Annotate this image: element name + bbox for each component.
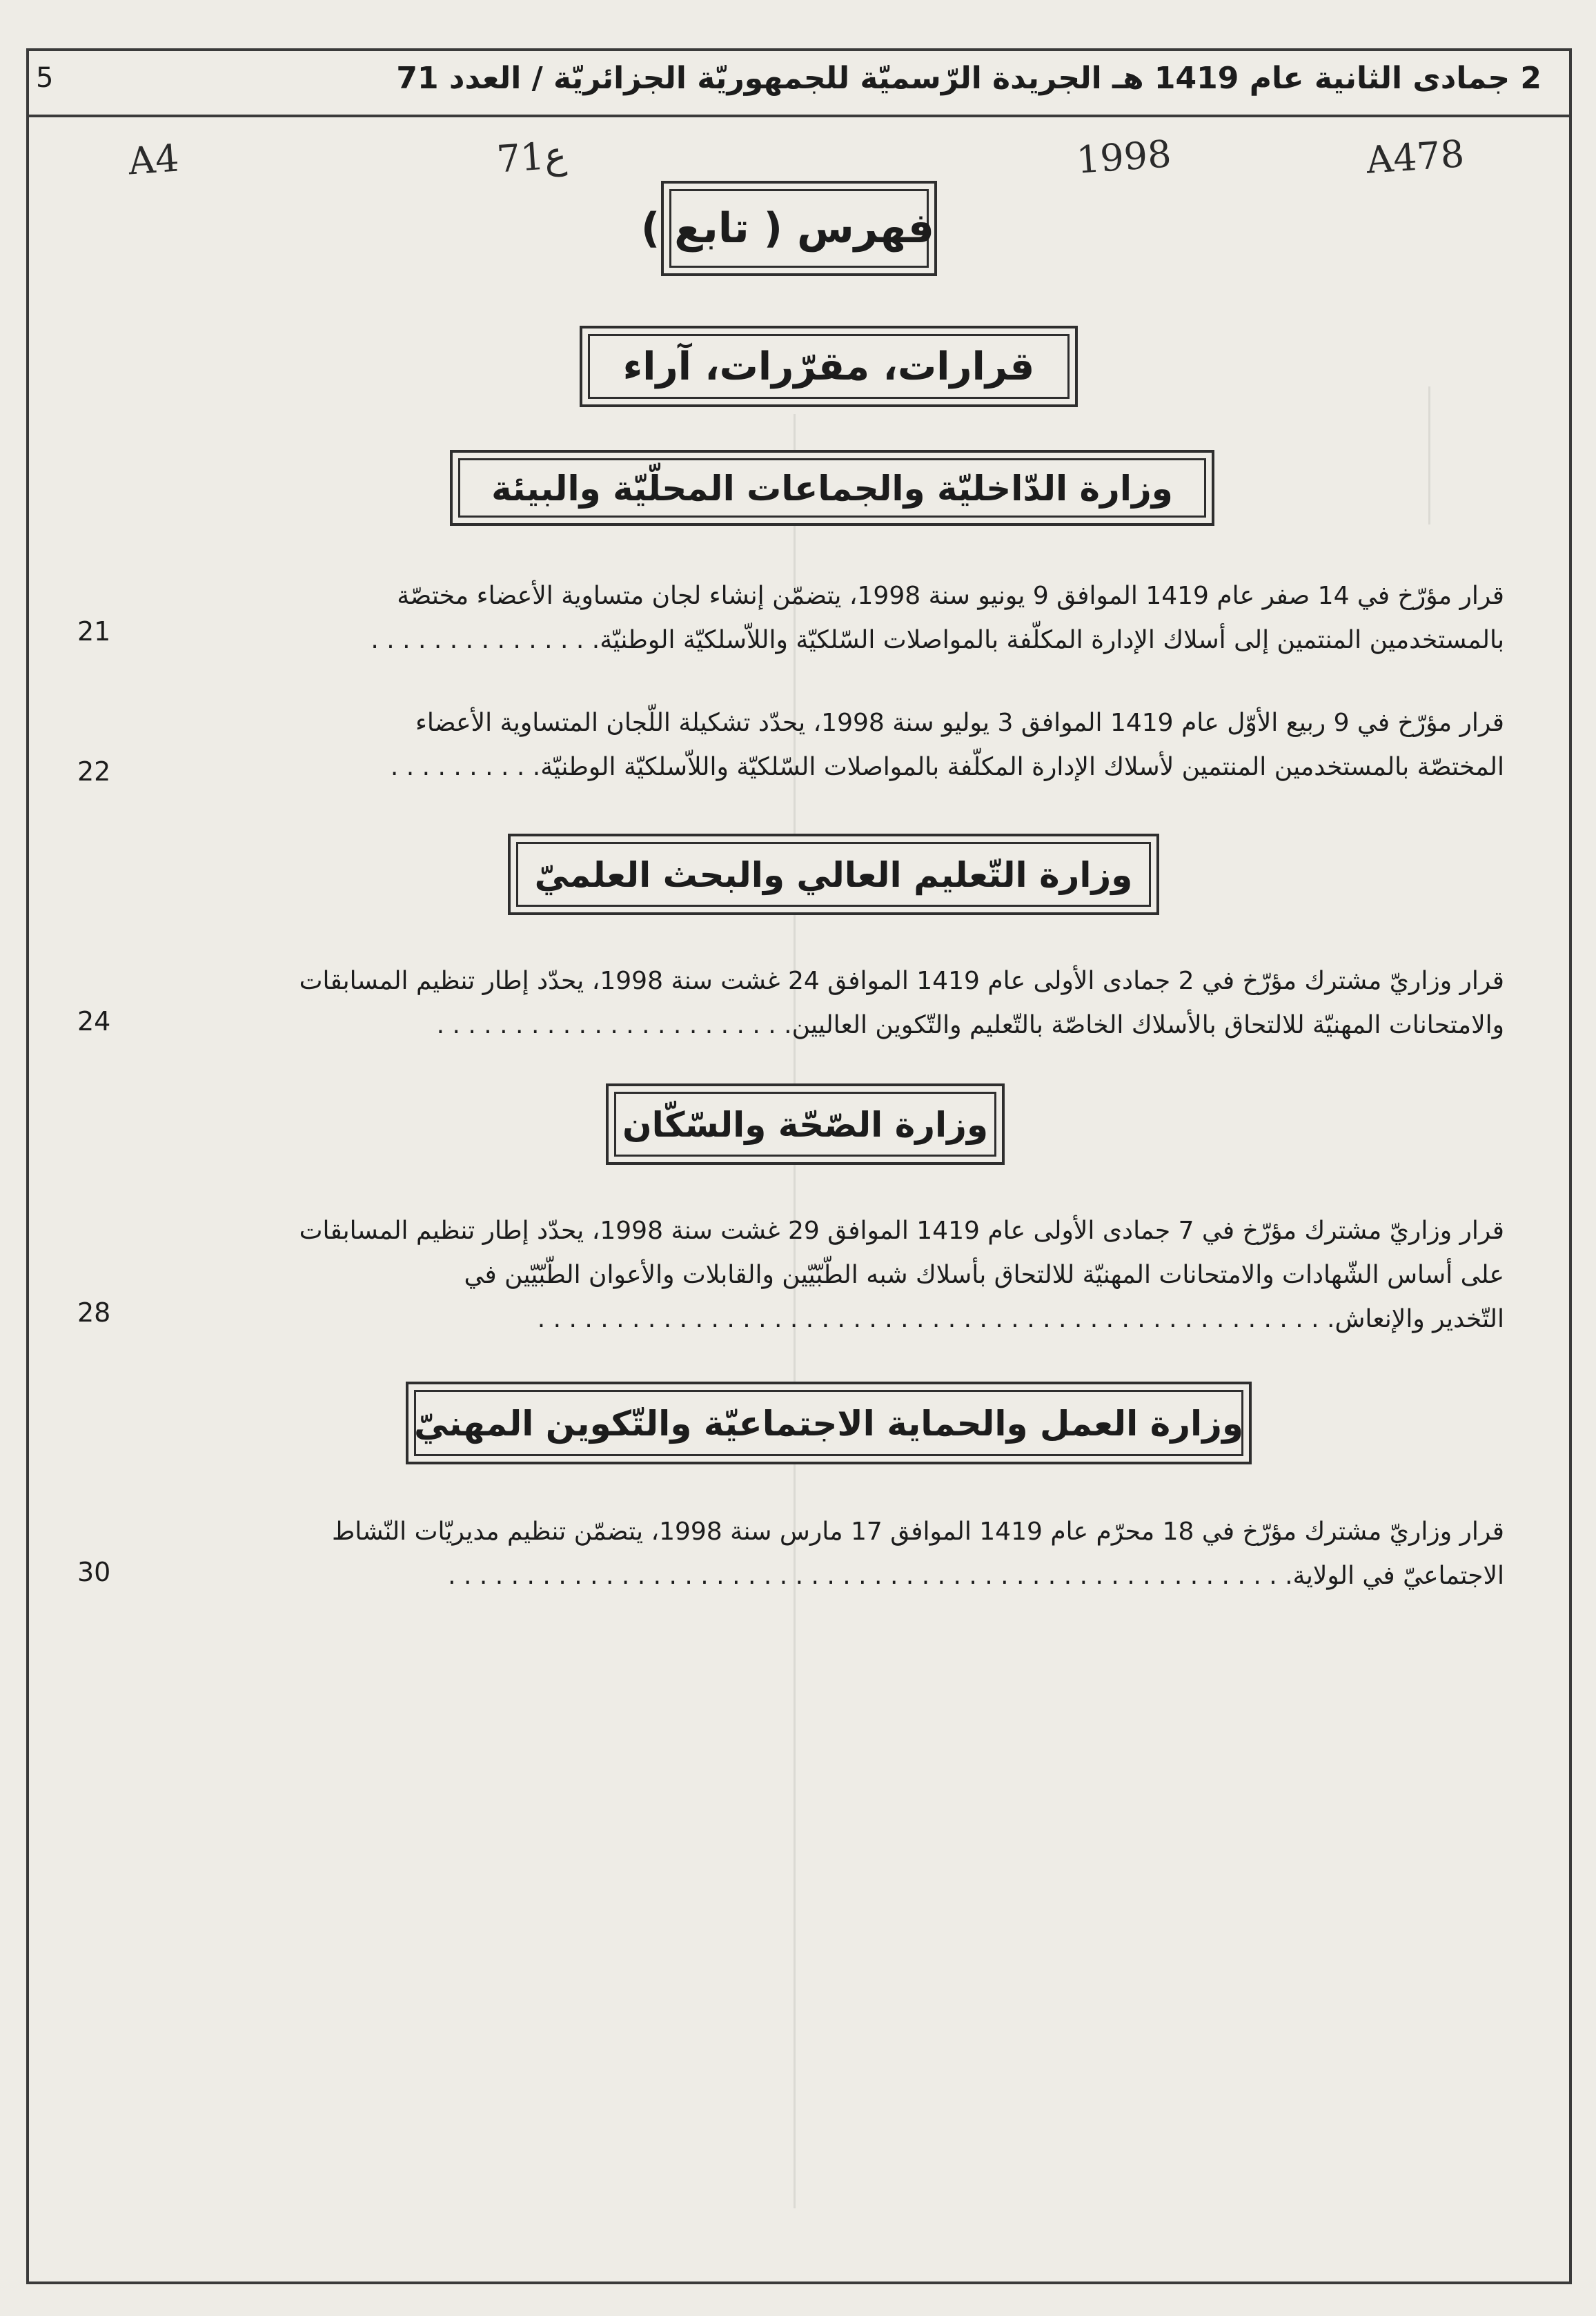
entry-page-number: 28 bbox=[77, 1297, 111, 1328]
entry-text: والامتحانات المهنيّة للالتحاق بالأسلاك الخاصّة بالتّعليم والتّكوين العاليين. . . . . . . . . . . . . . . . . . . . . . . bbox=[436, 1011, 1504, 1039]
index-entry bbox=[145, 701, 1504, 789]
entry-text: قرار مؤرّخ في 14 صفر عام 1419 الموافق 9 يونيو سنة 1998، يتضمّن إنشاء لجان متساوية الأعضاء مختصّة bbox=[397, 582, 1504, 610]
entry-text: بالمستخدمين المنتمين إلى أسلاك الإدارة المكلّفة بالمواصلات السّلكيّة واللاّسلكيّة الوطنيّة. . . . . . . . . . . . . . . bbox=[371, 626, 1504, 654]
entry-page-number: 21 bbox=[77, 616, 111, 647]
entry-text: قرار وزاريّ مشترك مؤرّخ في 18 محرّم عام 1419 الموافق 17 مارس سنة 1998، يتضمّن تنظيم مديريّات النّشاط bbox=[331, 1518, 1504, 1546]
entry-text: قرار وزاريّ مشترك مؤرّخ في 7 جمادى الأولى عام 1419 الموافق 29 غشت سنة 1998، يحدّد إطار تنظيم المسابقات bbox=[299, 1217, 1504, 1245]
page-number: 5 bbox=[36, 62, 54, 94]
ministry-heading: وزارة الدّاخليّة والجماعات المحلّيّة والبيئة bbox=[450, 450, 1214, 526]
ministry-heading: وزارة التّعليم العالي والبحث العلميّ bbox=[508, 834, 1159, 915]
handwritten-annotation: A478 bbox=[1364, 132, 1466, 182]
entry-text: على أساس الشّهادات والامتحانات المهنيّة للالتحاق بأسلاك شبه الطّبّيّين والقابلات والأعوان الطّبّيّين في bbox=[464, 1261, 1504, 1289]
entry-text: قرار وزاريّ مشترك مؤرّخ في 2 جمادى الأولى عام 1419 الموافق 24 غشت سنة 1998، يحدّد إطار تنظيم المسابقات bbox=[299, 967, 1504, 995]
header-title: 2 جمادى الثانية عام 1419 هـ الجريدة الرّسميّة للجمهوريّة الجزائريّة / العدد 71 bbox=[396, 61, 1541, 96]
handwritten-annotation: A4 bbox=[126, 136, 181, 184]
handwritten-year: 1998 bbox=[1074, 132, 1173, 182]
ministry-heading: وزارة الصّحّة والسّكّان bbox=[606, 1083, 1005, 1165]
index-title: فهرس ( تابع ) bbox=[661, 181, 937, 276]
handwritten-issue: 71ع bbox=[495, 133, 569, 181]
entry-text: المختصّة بالمستخدمين المنتمين لأسلاك الإدارة المكلّفة بالمواصلات السّلكيّة واللاّسلكيّة الوطنيّة. . . . . . . . . . bbox=[390, 753, 1504, 781]
entry-page-number: 22 bbox=[77, 756, 111, 787]
section-title: قرارات، مقرّرات، آراء bbox=[580, 326, 1078, 407]
entry-text: قرار مؤرّخ في 9 ربيع الأوّل عام 1419 الموافق 3 يوليو سنة 1998، يحدّد تشكيلة اللّجان المتساوية الأعضاء bbox=[415, 709, 1504, 737]
entry-page-number: 30 bbox=[77, 1557, 111, 1587]
index-entry bbox=[145, 574, 1504, 663]
page-header bbox=[29, 50, 1569, 117]
index-entry bbox=[145, 959, 1504, 1048]
index-entry bbox=[145, 1510, 1504, 1598]
entry-text: الاجتماعيّ في الولاية. . . . . . . . . . . . . . . . . . . . . . . . . . . . . . . . . . . . . . . . . . . . . . . . . . . . . . bbox=[448, 1562, 1504, 1590]
entry-text: التّخدير والإنعاش. . . . . . . . . . . . . . . . . . . . . . . . . . . . . . . . . . . . . . . . . . . . . . . . . . . bbox=[537, 1305, 1504, 1333]
entry-page-number: 24 bbox=[77, 1006, 111, 1037]
ministry-heading: وزارة العمل والحماية الاجتماعيّة والتّكوين المهنيّ bbox=[406, 1382, 1252, 1464]
index-entry bbox=[145, 1209, 1504, 1342]
